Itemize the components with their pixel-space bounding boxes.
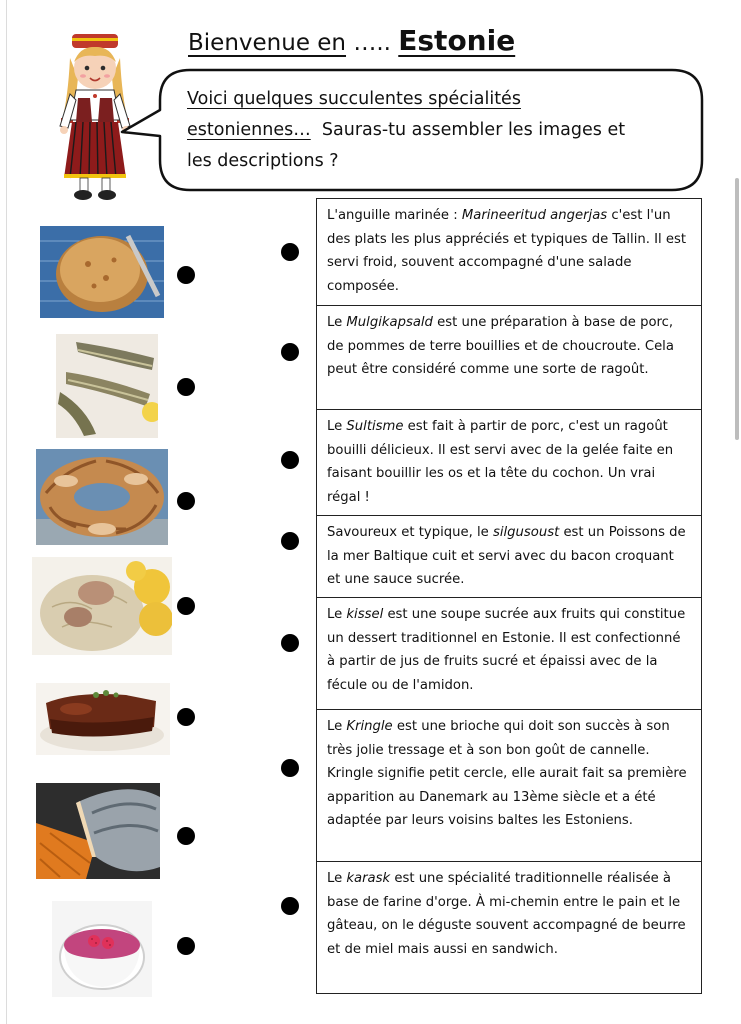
description-cell: Savoureux et typique, le silgusoust est un Poissons de la mer Baltique cuit et servi avec du bacon croquant et une sauce sucrée. [317, 515, 701, 597]
match-dot-desc-2[interactable] [281, 343, 299, 361]
bubble-line-2: estoniennes… [187, 120, 311, 140]
description-cell: Le Kringle est une brioche qui doit son succès à son très jolie tressage et à son bon goût de cannelle. Kringle signifie petit cercle, elle aurait fait sa première apparition au Danemark au 13ème siècle et a été adaptée par leurs voisins baltes les Estoniens. [317, 709, 701, 861]
match-dot-image-6[interactable] [177, 827, 195, 845]
title-prefix: Bienvenue en [188, 30, 347, 56]
bubble-line-2-rest: Sauras-tu assembler les images et [321, 120, 626, 140]
food-image-karask [40, 226, 164, 318]
match-dot-desc-6[interactable] [281, 759, 299, 777]
match-dot-image-4[interactable] [177, 597, 195, 615]
match-dot-desc-4[interactable] [281, 532, 299, 550]
page-edge [6, 0, 7, 1024]
scrollbar-track[interactable] [733, 0, 741, 1024]
food-image-mulgikapsad [32, 557, 172, 655]
food-image-eels [56, 334, 158, 438]
scrollbar-thumb[interactable] [735, 178, 739, 440]
title-dots: ….. [353, 30, 391, 56]
food-image-smoked-fish [36, 783, 160, 879]
description-cell: Le Sultisme est fait à partir de porc, c'est un ragoût bouilli délicieux. Il est servi avec de la gelée faite en faisant bouillir les os et la tête du cochon. Un vrai régal ! [317, 409, 701, 515]
description-cell: Le kissel est une soupe sucrée aux fruits qui constitue un dessert traditionnel en Estonie. Il est confectionné à partir de jus de fruits sucré et épaissi avec de la fécule ou de l'amidon. [317, 597, 701, 709]
match-dot-image-5[interactable] [177, 708, 195, 726]
descriptions-table [316, 198, 702, 994]
food-image-kissel [52, 901, 152, 997]
match-dot-image-1[interactable] [177, 266, 195, 284]
match-dot-desc-3[interactable] [281, 451, 299, 469]
page-title [188, 24, 515, 57]
title-country: Estonie [398, 24, 516, 57]
match-dot-desc-7[interactable] [281, 897, 299, 915]
food-image-kringle [36, 449, 168, 545]
match-dot-desc-5[interactable] [281, 634, 299, 652]
description-cell: Le Mulgikapsald est une préparation à base de porc, de pommes de terre bouillies et de choucroute. Cela peut être considéré comme une sorte de ragoût. [317, 305, 701, 409]
description-cell: L'anguille marinée : Marineeritud angerjas c'est l'un des plats les plus appréciés et typiques de Tallin. Il est servi froid, souvent accompagné d'une salade composée. [327, 208, 687, 294]
match-dot-image-7[interactable] [177, 937, 195, 955]
match-dot-desc-1[interactable] [281, 243, 299, 261]
match-dot-image-2[interactable] [177, 378, 195, 396]
bubble-line-3: les descriptions ? [187, 151, 339, 171]
match-dot-image-3[interactable] [177, 492, 195, 510]
bubble-line-1: Voici quelques succulentes spécialités [187, 89, 521, 109]
description-cell: Le karask est une spécialité traditionnelle réalisée à base de farine d'orge. À mi-chemin entre le pain et le gâteau, on le déguste souvent accompagné de beurre et de miel mais aussi en sandwich. [317, 861, 701, 993]
food-image-sultsimse [36, 683, 170, 755]
bubble-text [187, 84, 692, 177]
